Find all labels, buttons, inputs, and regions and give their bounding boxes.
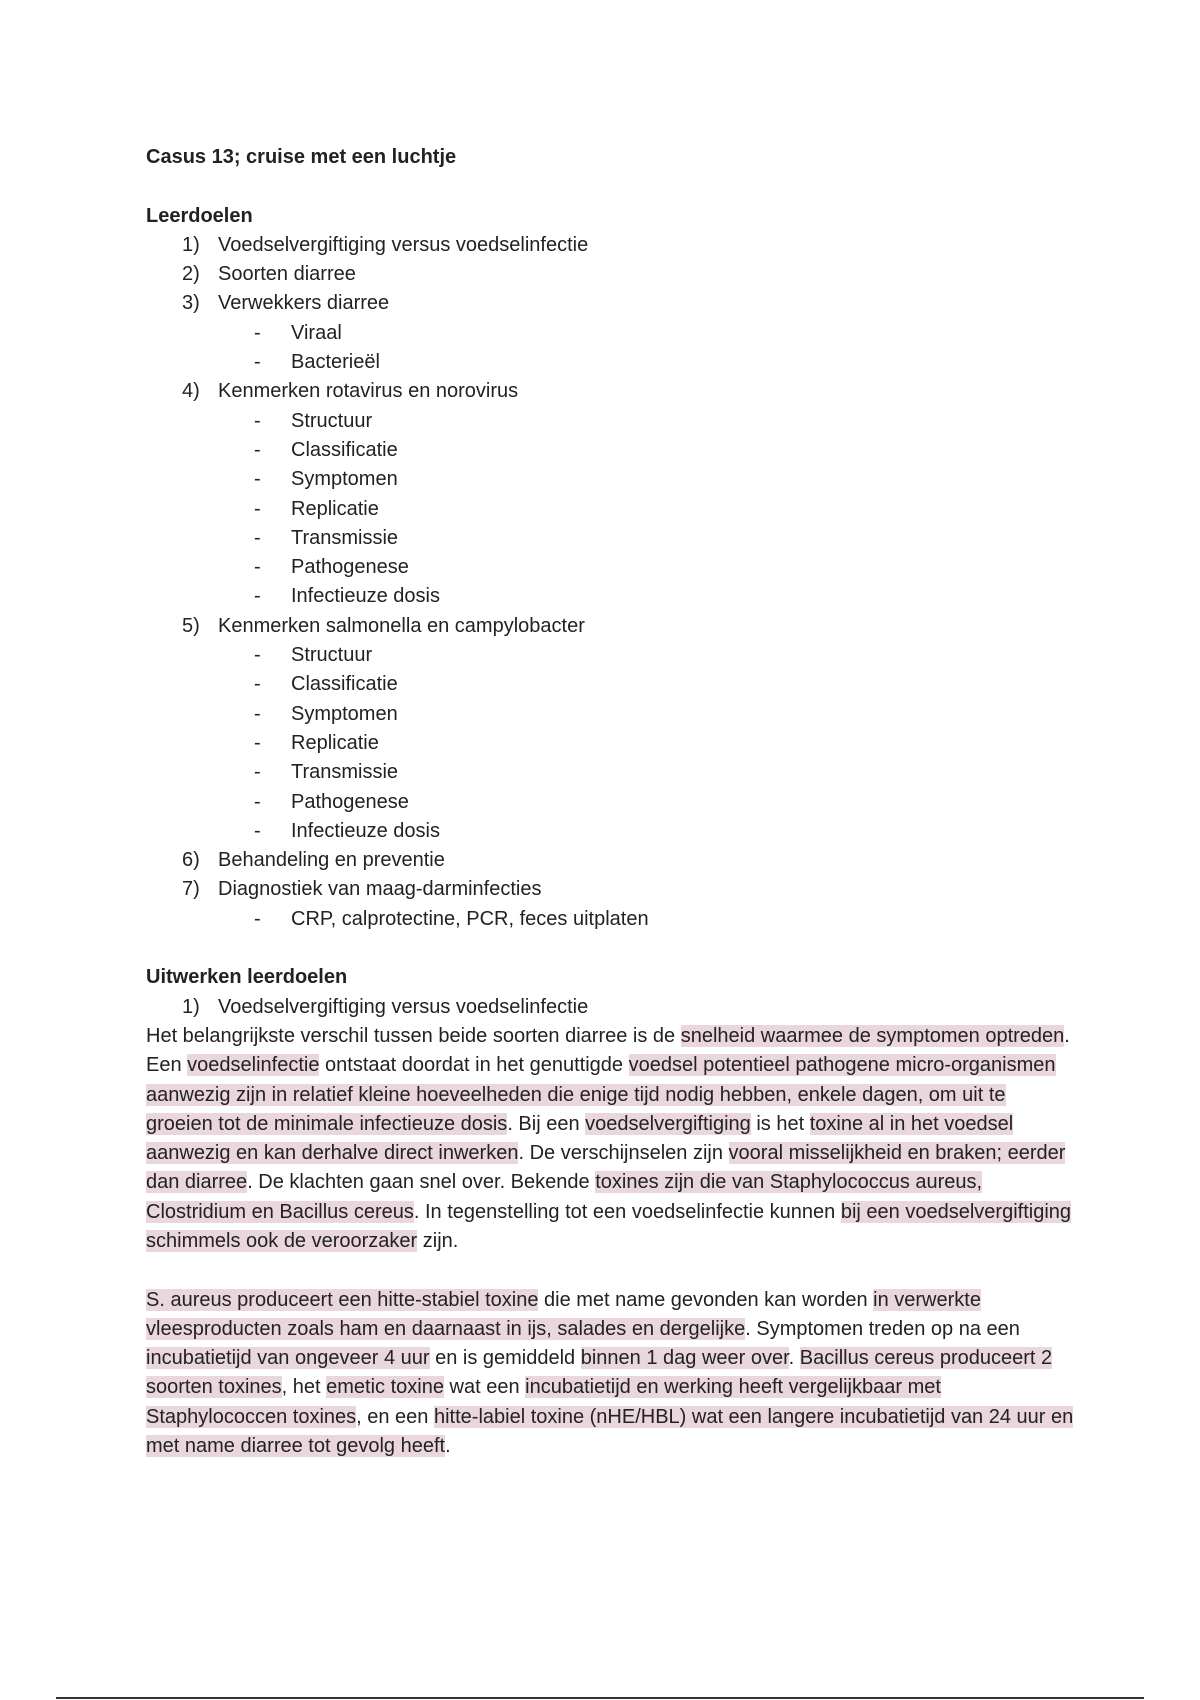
leerdoel-subitem <box>146 495 1076 524</box>
leerdoel-subitem <box>146 436 1076 465</box>
leerdoel-subitem-label: Pathogenese <box>291 556 409 579</box>
leerdoel-subitem-label: Classificatie <box>291 673 398 696</box>
leerdoel-number: 5) <box>182 614 200 637</box>
leerdoel-subitem-label: Structuur <box>291 644 373 667</box>
highlighted-text: incubatietijd van ongeveer 4 uur <box>146 1347 430 1370</box>
leerdoel-subitem <box>146 670 1076 699</box>
leerdoel-subitem-label: Replicatie <box>291 497 379 520</box>
leerdoel-subitem-label: Pathogenese <box>291 790 409 813</box>
text-run: . Bij een <box>507 1112 586 1135</box>
highlighted-text: toxine al in het voedsel aanwezig en kan derhalve direct inwerken <box>146 1112 1014 1165</box>
leerdoel-number: 2) <box>182 263 200 286</box>
text-run: zijn. <box>417 1229 459 1252</box>
leerdoel-label: Kenmerken rotavirus en norovirus <box>218 380 519 403</box>
bullet-dash: - <box>254 351 261 374</box>
uitwerken-heading: Uitwerken leerdoelen <box>146 966 348 989</box>
leerdoel-subitem <box>146 788 1076 817</box>
body-paragraph <box>146 1022 1076 1256</box>
bullet-dash: - <box>254 702 261 725</box>
leerdoel-label: Soorten diarree <box>218 263 356 286</box>
leerdoel-subitem-label: Transmissie <box>291 526 399 549</box>
highlighted-text: voedselinfectie <box>187 1054 320 1077</box>
highlighted-text: voedsel potentieel pathogene micro-organismen aanwezig zijn in relatief kleine hoeveelheden die enige tijd nodig hebben, enkele dagen, om uit te groeien tot de minimale infectieuze dosis <box>146 1054 1056 1135</box>
highlighted-text: hitte-labiel toxine (nHE/HBL) wat een langere incubatietijd van 24 uur en met name diarree tot gevolg heeft <box>146 1405 1074 1458</box>
leerdoel-item <box>146 289 1076 318</box>
text-run: Het belangrijkste verschil tussen beide soorten diarree is de <box>146 1024 681 1047</box>
bullet-dash: - <box>254 673 261 696</box>
uitwerken-item-number: 1) <box>182 995 200 1018</box>
bullet-dash: - <box>254 761 261 784</box>
bullet-dash: - <box>254 585 261 608</box>
highlighted-text: snelheid waarmee de symptomen optreden <box>680 1024 1065 1047</box>
leerdoel-subitem-label: Symptomen <box>291 468 398 491</box>
leerdoel-item <box>146 846 1076 875</box>
leerdoel-subitem-label: Transmissie <box>291 761 399 784</box>
leerdoelen-heading: Leerdoelen <box>146 204 253 227</box>
leerdoel-subitem <box>146 553 1076 582</box>
leerdoelen-list <box>146 231 1076 934</box>
highlighted-text: emetic toxine <box>326 1376 444 1399</box>
highlighted-text: toxines zijn die van Staphylococcus aureus, Clostridium en Bacillus cereus <box>146 1171 983 1223</box>
leerdoel-label: Kenmerken salmonella en campylobacter <box>218 614 585 637</box>
leerdoel-item <box>146 260 1076 289</box>
leerdoel-subitem <box>146 758 1076 787</box>
bullet-dash: - <box>254 731 261 754</box>
bullet-dash: - <box>254 556 261 579</box>
body-paragraph <box>146 1286 1076 1462</box>
leerdoel-subitem-label: Viraal <box>291 321 342 344</box>
text-run: ontstaat doordat in het genuttigde <box>319 1054 629 1077</box>
leerdoel-subitem-label: Structuur <box>291 409 373 432</box>
text-run: is het <box>750 1112 810 1135</box>
text-run: die met name gevonden kan worden <box>538 1288 874 1311</box>
bullet-dash: - <box>254 907 261 930</box>
bullet-dash: - <box>254 321 261 344</box>
leerdoel-subitem <box>146 465 1076 494</box>
highlighted-text: incubatietijd en werking heeft vergelijkbaar met Staphylococcen toxines <box>146 1376 941 1428</box>
uitwerken-item <box>146 993 1076 1022</box>
highlighted-text: in verwerkte vleesproducten zoals ham en daarnaast in ijs, salades en dergelijke <box>146 1288 981 1340</box>
leerdoel-subitem-label: Classificatie <box>291 438 398 461</box>
text-run: en is gemiddeld <box>429 1347 581 1370</box>
text-run: . <box>445 1435 451 1458</box>
leerdoel-number: 4) <box>182 380 200 403</box>
bullet-dash: - <box>254 819 261 842</box>
leerdoel-subitem-label: Infectieuze dosis <box>291 585 440 608</box>
leerdoel-number: 6) <box>182 849 200 872</box>
text-run: . Symptomen treden op na een <box>745 1317 1020 1340</box>
text-run: . De klachten gaan snel over. Bekende <box>247 1171 596 1194</box>
text-run: . De verschijnselen zijn <box>518 1142 729 1165</box>
leerdoel-subitem <box>146 319 1076 348</box>
text-run: . <box>788 1347 800 1370</box>
highlighted-text: voedselvergiftiging <box>585 1112 751 1135</box>
leerdoel-subitem-label: CRP, calprotectine, PCR, feces uitplaten <box>291 907 649 930</box>
leerdoel-label: Verwekkers diarree <box>218 292 390 315</box>
bullet-dash: - <box>254 790 261 813</box>
document-content <box>146 143 1076 1461</box>
leerdoel-item <box>146 231 1076 260</box>
leerdoel-item <box>146 875 1076 904</box>
text-run: wat een <box>443 1376 526 1399</box>
leerdoel-subitem-label: Replicatie <box>291 731 379 754</box>
text-run: . Een <box>146 1024 1070 1077</box>
leerdoel-subitem <box>146 582 1076 611</box>
paragraph-gap <box>146 1256 1076 1285</box>
leerdoel-subitem <box>146 524 1076 553</box>
bullet-dash: - <box>254 468 261 491</box>
footer-divider <box>56 1697 1144 1699</box>
leerdoel-subitem <box>146 407 1076 436</box>
leerdoel-subitem-label: Bacterieël <box>291 351 380 374</box>
text-run: . In tegenstelling tot een voedselinfectie kunnen <box>413 1200 841 1223</box>
bullet-dash: - <box>254 438 261 461</box>
highlighted-text: binnen 1 dag weer over <box>580 1347 789 1370</box>
bullet-dash: - <box>254 497 261 520</box>
leerdoel-number: 7) <box>182 878 200 901</box>
leerdoel-label: Diagnostiek van maag-darminfecties <box>218 878 542 901</box>
document-title: Casus 13; cruise met een luchtje <box>146 146 457 168</box>
leerdoel-subitem <box>146 905 1076 934</box>
leerdoel-label: Voedselvergiftiging versus voedselinfectie <box>218 233 589 256</box>
leerdoel-subitem-label: Infectieuze dosis <box>291 819 440 842</box>
highlighted-text: vooral misselijkheid en braken; eerder dan diarree <box>146 1142 1066 1194</box>
leerdoel-subitem <box>146 700 1076 729</box>
leerdoel-item <box>146 612 1076 641</box>
uitwerken-paragraphs <box>146 1022 1076 1461</box>
leerdoel-subitem <box>146 641 1076 670</box>
highlighted-text: Bacillus cereus produceert 2 soorten toxines <box>146 1347 1053 1399</box>
leerdoel-number: 3) <box>182 292 200 315</box>
leerdoel-subitem <box>146 348 1076 377</box>
bullet-dash: - <box>254 644 261 667</box>
leerdoel-subitem <box>146 817 1076 846</box>
uitwerken-item-label: Voedselvergiftiging versus voedselinfectie <box>218 995 589 1018</box>
text-run: , en een <box>356 1405 434 1428</box>
bullet-dash: - <box>254 526 261 549</box>
text-run: , het <box>281 1376 327 1399</box>
leerdoel-subitem <box>146 729 1076 758</box>
bullet-dash: - <box>254 409 261 432</box>
leerdoel-item <box>146 377 1076 406</box>
highlighted-text: S. aureus produceert een hitte-stabiel toxine <box>146 1288 539 1311</box>
leerdoel-label: Behandeling en preventie <box>218 849 445 872</box>
leerdoel-subitem-label: Symptomen <box>291 702 398 725</box>
leerdoel-number: 1) <box>182 233 200 256</box>
highlighted-text: bij een voedselvergiftiging schimmels ook de veroorzaker <box>146 1200 1072 1252</box>
